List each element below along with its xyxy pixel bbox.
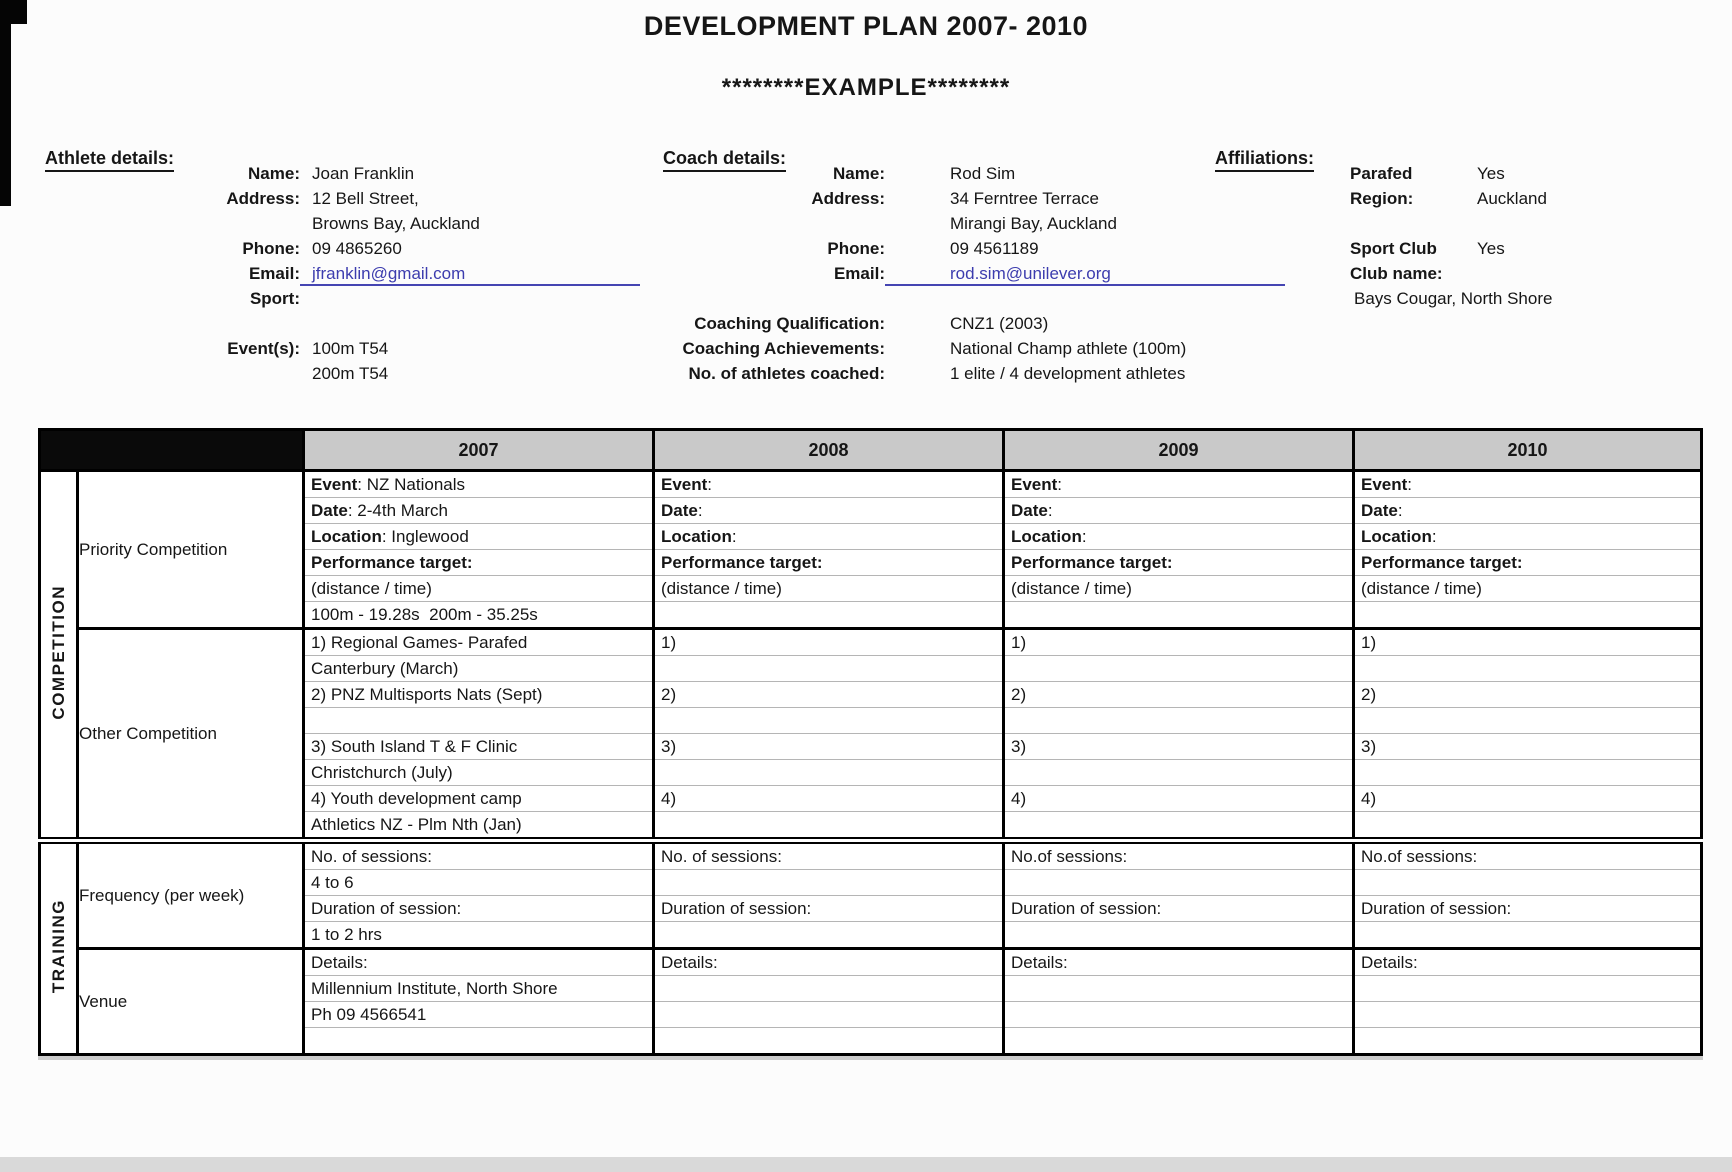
- cell-line: [305, 602, 652, 627]
- cell-line-label: Event: [1361, 475, 1408, 494]
- athlete-email-link[interactable]: jfranklin@gmail.com: [300, 261, 640, 286]
- cell-line: [305, 844, 652, 870]
- cell-line: [655, 844, 1002, 870]
- plan-cell-other-competition-2009: [1004, 629, 1354, 841]
- cell-line: [305, 472, 652, 498]
- cell-line: [305, 1002, 652, 1028]
- detail-value: [300, 311, 640, 336]
- cell-line-text: 4): [661, 789, 677, 808]
- cell-line: [655, 602, 1002, 627]
- table-corner-cell: [40, 430, 304, 471]
- plan-cell-venue-2008: [654, 949, 1004, 1055]
- cell-line: [1005, 472, 1352, 498]
- cell-line: [305, 576, 652, 602]
- cell-line-label: Date: [311, 501, 348, 520]
- cell-line: [1005, 812, 1352, 837]
- detail-label: Phone:: [827, 239, 885, 258]
- detail-label: [610, 286, 885, 311]
- scan-artifact-bottom-band: [0, 1157, 1732, 1172]
- cell-line: [1005, 734, 1352, 760]
- detail-label: Address:: [226, 189, 300, 208]
- cell-line: [655, 1002, 1002, 1028]
- detail-label: Coaching Qualification:: [694, 314, 885, 333]
- coach-details-grid: [610, 161, 1285, 386]
- cell-line: [305, 786, 652, 812]
- year-header-2010: 2010: [1354, 430, 1702, 471]
- cell-line: [655, 550, 1002, 576]
- cell-line-label: Location: [311, 527, 382, 546]
- cell-line-text: Duration of session:: [1011, 899, 1162, 918]
- cell-line: [1355, 602, 1700, 627]
- plan-cell-priority-competition-2009: [1004, 471, 1354, 629]
- cell-line-label: Date: [661, 501, 698, 520]
- detail-value: 200m T54: [312, 364, 389, 383]
- detail-label: [610, 211, 885, 236]
- cell-line-text: :: [1047, 501, 1053, 520]
- cell-line: [305, 524, 652, 550]
- detail-value: 100m T54: [312, 339, 389, 358]
- row-label-frequency: Frequency (per week): [78, 841, 304, 949]
- cell-line-text: : 2-4th March: [347, 501, 449, 520]
- cell-line: [1355, 630, 1700, 656]
- cell-line: [1005, 844, 1352, 870]
- cell-line: [1355, 472, 1700, 498]
- cell-line: [305, 870, 652, 896]
- detail-value: [885, 286, 1285, 311]
- detail-label: Address:: [811, 189, 885, 208]
- cell-line-text: 2): [1011, 685, 1027, 704]
- coach-details-heading-text: Coach details:: [663, 148, 786, 172]
- cell-line: [655, 682, 1002, 708]
- year-header-2009: 2009: [1004, 430, 1354, 471]
- plan-cell-priority-competition-2010: [1354, 471, 1702, 629]
- athlete-details-heading-text: Athlete details:: [45, 148, 174, 172]
- plan-cell-frequency-2007: [304, 841, 654, 949]
- example-banner: ********EXAMPLE********: [721, 74, 1011, 101]
- cell-line-text: Canterbury (March): [311, 659, 459, 678]
- cell-line: [1005, 870, 1352, 896]
- plan-cell-other-competition-2007: [304, 629, 654, 841]
- cell-line: [1005, 524, 1352, 550]
- coach-email-link[interactable]: rod.sim@unilever.org: [885, 261, 1285, 286]
- cell-line: [655, 472, 1002, 498]
- cell-line-text: Details:: [1361, 953, 1418, 972]
- detail-value: 12 Bell Street,: [312, 189, 419, 208]
- cell-line: [1355, 950, 1700, 976]
- cell-line: [1005, 922, 1352, 947]
- cell-line: [655, 630, 1002, 656]
- cell-line: [655, 734, 1002, 760]
- plan-cell-venue-2009: [1004, 949, 1354, 1055]
- plan-row-frequency: [40, 841, 1702, 949]
- cell-line: [1005, 498, 1352, 524]
- cell-line: [1355, 1002, 1700, 1028]
- section-label-text: TRAINING: [48, 898, 68, 994]
- cell-line: [1355, 734, 1700, 760]
- cell-line-label: Event: [1011, 475, 1058, 494]
- training-section: [40, 841, 1702, 1055]
- cell-line: [1355, 524, 1700, 550]
- cell-line: [1005, 708, 1352, 734]
- cell-line-label: Performance target:: [661, 553, 823, 572]
- year-header-2008: 2008: [654, 430, 1004, 471]
- plan-cell-other-competition-2010: [1354, 629, 1702, 841]
- cell-line-label: Performance target:: [1361, 553, 1523, 572]
- cell-line: [1355, 682, 1700, 708]
- competition-section: [40, 471, 1702, 841]
- cell-line: [1005, 1028, 1352, 1053]
- detail-label: [45, 361, 300, 386]
- cell-line-text: 100m - 19.28s 200m - 35.25s: [311, 605, 538, 624]
- cell-line-text: No.of sessions:: [1011, 847, 1128, 866]
- cell-line: [1355, 870, 1700, 896]
- cell-line-text: 3): [661, 737, 677, 756]
- affiliations-extra-text: Bays Cougar, North Shore: [1354, 289, 1553, 308]
- section-label-training: [40, 841, 78, 1055]
- plan-cell-priority-competition-2008: [654, 471, 1004, 629]
- plan-cell-frequency-2008: [654, 841, 1004, 949]
- cell-line-text: Ph 09 4566541: [311, 1005, 427, 1024]
- detail-label: Coaching Achievements:: [682, 339, 885, 358]
- plan-cell-frequency-2009: [1004, 841, 1354, 949]
- cell-line: [655, 760, 1002, 786]
- cell-line: [305, 950, 652, 976]
- cell-line: [305, 550, 652, 576]
- cell-line-text: 1): [1011, 633, 1027, 652]
- detail-value: Yes: [1477, 164, 1505, 183]
- cell-line: [1005, 656, 1352, 682]
- cell-line: [305, 682, 652, 708]
- detail-value: Auckland: [1477, 189, 1547, 208]
- cell-line: [1005, 682, 1352, 708]
- cell-line: [305, 656, 652, 682]
- cell-line-label: Date: [1011, 501, 1048, 520]
- cell-line: [305, 708, 652, 734]
- cell-line-label: Event: [311, 475, 358, 494]
- detail-label: [45, 211, 300, 236]
- plan-row-priority-competition: [40, 471, 1702, 629]
- cell-line-text: :: [1081, 527, 1087, 546]
- plan-cell-venue-2010: [1354, 949, 1702, 1055]
- detail-label: Event(s):: [227, 339, 300, 358]
- cell-line: [1355, 1028, 1700, 1053]
- cell-line-text: Details:: [311, 953, 368, 972]
- cell-line: [1355, 550, 1700, 576]
- cell-line-label: Performance target:: [311, 553, 473, 572]
- cell-line: [655, 950, 1002, 976]
- cell-line-text: :: [1407, 475, 1413, 494]
- detail-value: 09 4865260: [312, 239, 402, 258]
- cell-line: [1355, 786, 1700, 812]
- affiliations-grid: [1350, 161, 1712, 311]
- cell-line: [1005, 1002, 1352, 1028]
- detail-value: 1 elite / 4 development athletes: [950, 364, 1186, 383]
- cell-line: [655, 1028, 1002, 1053]
- detail-label: Sport:: [249, 289, 300, 308]
- cell-line-text: 1): [661, 633, 677, 652]
- cell-line: [305, 896, 652, 922]
- cell-line-text: (distance / time): [1361, 579, 1482, 598]
- page-title: DEVELOPMENT PLAN 2007- 2010: [643, 11, 1089, 41]
- section-label-text: COMPETITION: [48, 584, 68, 720]
- cell-line-text: 1 to 2 hrs: [311, 925, 382, 944]
- detail-value: Yes: [1477, 239, 1505, 258]
- detail-label: Club name:: [1350, 264, 1443, 283]
- cell-line: [655, 708, 1002, 734]
- detail-label: Parafed: [1350, 164, 1413, 183]
- plan-row-other-competition: [40, 629, 1702, 841]
- cell-line-text: : Inglewood: [381, 527, 469, 546]
- cell-line: [1355, 976, 1700, 1002]
- detail-value: Browns Bay, Auckland: [312, 214, 480, 233]
- detail-label: [1350, 211, 1472, 236]
- cell-line: [655, 812, 1002, 837]
- detail-label: Region:: [1350, 189, 1414, 208]
- affiliations-heading-text: Affiliations:: [1215, 148, 1314, 172]
- cell-line-text: Details:: [661, 953, 718, 972]
- cell-line: [1355, 656, 1700, 682]
- cell-line: [655, 922, 1002, 947]
- detail-label: Email:: [248, 264, 300, 283]
- cell-line-label: Performance target:: [1011, 553, 1173, 572]
- cell-line: [305, 922, 652, 947]
- cell-line: [1355, 498, 1700, 524]
- cell-line-label: Location: [661, 527, 732, 546]
- cell-line-text: Millennium Institute, North Shore: [311, 979, 558, 998]
- cell-line: [655, 870, 1002, 896]
- cell-line: [1005, 760, 1352, 786]
- cell-line: [655, 976, 1002, 1002]
- cell-line-text: 4) Youth development camp: [311, 789, 522, 808]
- cell-line-text: :: [731, 527, 737, 546]
- cell-line: [655, 524, 1002, 550]
- development-plan-table: [38, 428, 1703, 1056]
- cell-line-text: 2): [661, 685, 677, 704]
- cell-line-label: Location: [1361, 527, 1432, 546]
- detail-value: Rod Sim: [950, 164, 1016, 183]
- detail-value: 34 Ferntree Terrace: [950, 189, 1099, 208]
- cell-line: [1005, 602, 1352, 627]
- cell-line-text: 2) PNZ Multisports Nats (Sept): [311, 685, 543, 704]
- cell-line: [655, 786, 1002, 812]
- cell-line: [1005, 576, 1352, 602]
- cell-line: [1355, 760, 1700, 786]
- detail-label: No. of athletes coached:: [688, 364, 885, 383]
- cell-line-text: :: [1057, 475, 1063, 494]
- cell-line: [1355, 708, 1700, 734]
- cell-line-text: No.of sessions:: [1361, 847, 1478, 866]
- cell-line: [1005, 550, 1352, 576]
- row-label-priority-competition: Priority Competition: [78, 471, 304, 629]
- detail-value: [1472, 211, 1712, 236]
- detail-label: Phone:: [242, 239, 300, 258]
- plan-cell-other-competition-2008: [654, 629, 1004, 841]
- cell-line: [1355, 896, 1700, 922]
- cell-line: [1005, 896, 1352, 922]
- cell-line-text: Duration of session:: [661, 899, 812, 918]
- cell-line: [305, 630, 652, 656]
- section-label-competition: [40, 471, 78, 841]
- detail-label: [45, 311, 300, 336]
- cell-line-text: :: [697, 501, 703, 520]
- cell-line: [305, 760, 652, 786]
- cell-line: [305, 1028, 652, 1053]
- detail-value: [1472, 261, 1712, 286]
- cell-line: [1005, 786, 1352, 812]
- cell-line: [1355, 922, 1700, 947]
- cell-line: [305, 976, 652, 1002]
- cell-line-text: (distance / time): [311, 579, 432, 598]
- cell-line: [655, 896, 1002, 922]
- cell-line-text: 4): [1361, 789, 1377, 808]
- cell-line: [1005, 976, 1352, 1002]
- cell-line-label: Event: [661, 475, 708, 494]
- cell-line: [1005, 630, 1352, 656]
- cell-line: [1355, 844, 1700, 870]
- cell-line-text: :: [1397, 501, 1403, 520]
- detail-value: National Champ athlete (100m): [950, 339, 1187, 358]
- cell-line-text: 3): [1011, 737, 1027, 756]
- cell-line-text: (distance / time): [661, 579, 782, 598]
- cell-line: [655, 656, 1002, 682]
- plan-row-venue: [40, 949, 1702, 1055]
- cell-line-text: No. of sessions:: [311, 847, 432, 866]
- cell-line: [1355, 812, 1700, 837]
- cell-line-label: Date: [1361, 501, 1398, 520]
- cell-line-text: : NZ Nationals: [357, 475, 465, 494]
- cell-line: [305, 734, 652, 760]
- cell-line-text: :: [1431, 527, 1437, 546]
- plan-cell-venue-2007: [304, 949, 654, 1055]
- detail-label: Email:: [833, 264, 885, 283]
- detail-value: Mirangi Bay, Auckland: [950, 214, 1117, 233]
- athlete-details-grid: [45, 161, 640, 386]
- cell-line-text: 3) South Island T & F Clinic: [311, 737, 518, 756]
- cell-line-text: 2): [1361, 685, 1377, 704]
- cell-line-text: 1) Regional Games- Parafed: [311, 633, 528, 652]
- cell-line: [1005, 950, 1352, 976]
- cell-line-label: Location: [1011, 527, 1082, 546]
- detail-value: CNZ1 (2003): [950, 314, 1049, 333]
- row-label-other-competition: Other Competition: [78, 629, 304, 841]
- plan-cell-priority-competition-2007: [304, 471, 654, 629]
- plan-header-row: [40, 430, 1702, 471]
- year-header-2007: 2007: [304, 430, 654, 471]
- cell-line-text: No. of sessions:: [661, 847, 782, 866]
- cell-line: [305, 812, 652, 837]
- detail-value: 09 4561189: [950, 239, 1039, 258]
- cell-line-text: 1): [1361, 633, 1377, 652]
- cell-line-text: 3): [1361, 737, 1377, 756]
- detail-label: Sport Club: [1350, 239, 1437, 258]
- cell-line-text: Duration of session:: [1361, 899, 1512, 918]
- cell-line-text: :: [707, 475, 713, 494]
- cell-line-text: 4 to 6: [311, 873, 354, 892]
- detail-value: Joan Franklin: [312, 164, 415, 183]
- cell-line-text: (distance / time): [1011, 579, 1132, 598]
- cell-line-text: 4): [1011, 789, 1027, 808]
- detail-label: Name:: [248, 164, 300, 183]
- cell-line: [1355, 576, 1700, 602]
- cell-line: [305, 498, 652, 524]
- cell-line: [655, 576, 1002, 602]
- row-label-venue: Venue: [78, 949, 304, 1055]
- cell-line: [655, 498, 1002, 524]
- cell-line-text: Athletics NZ - Plm Nth (Jan): [311, 815, 522, 834]
- cell-line-text: Details:: [1011, 953, 1068, 972]
- cell-line-text: Duration of session:: [311, 899, 462, 918]
- detail-label: Name:: [833, 164, 885, 183]
- detail-value: [300, 286, 640, 311]
- cell-line-text: Christchurch (July): [311, 763, 453, 782]
- plan-cell-frequency-2010: [1354, 841, 1702, 949]
